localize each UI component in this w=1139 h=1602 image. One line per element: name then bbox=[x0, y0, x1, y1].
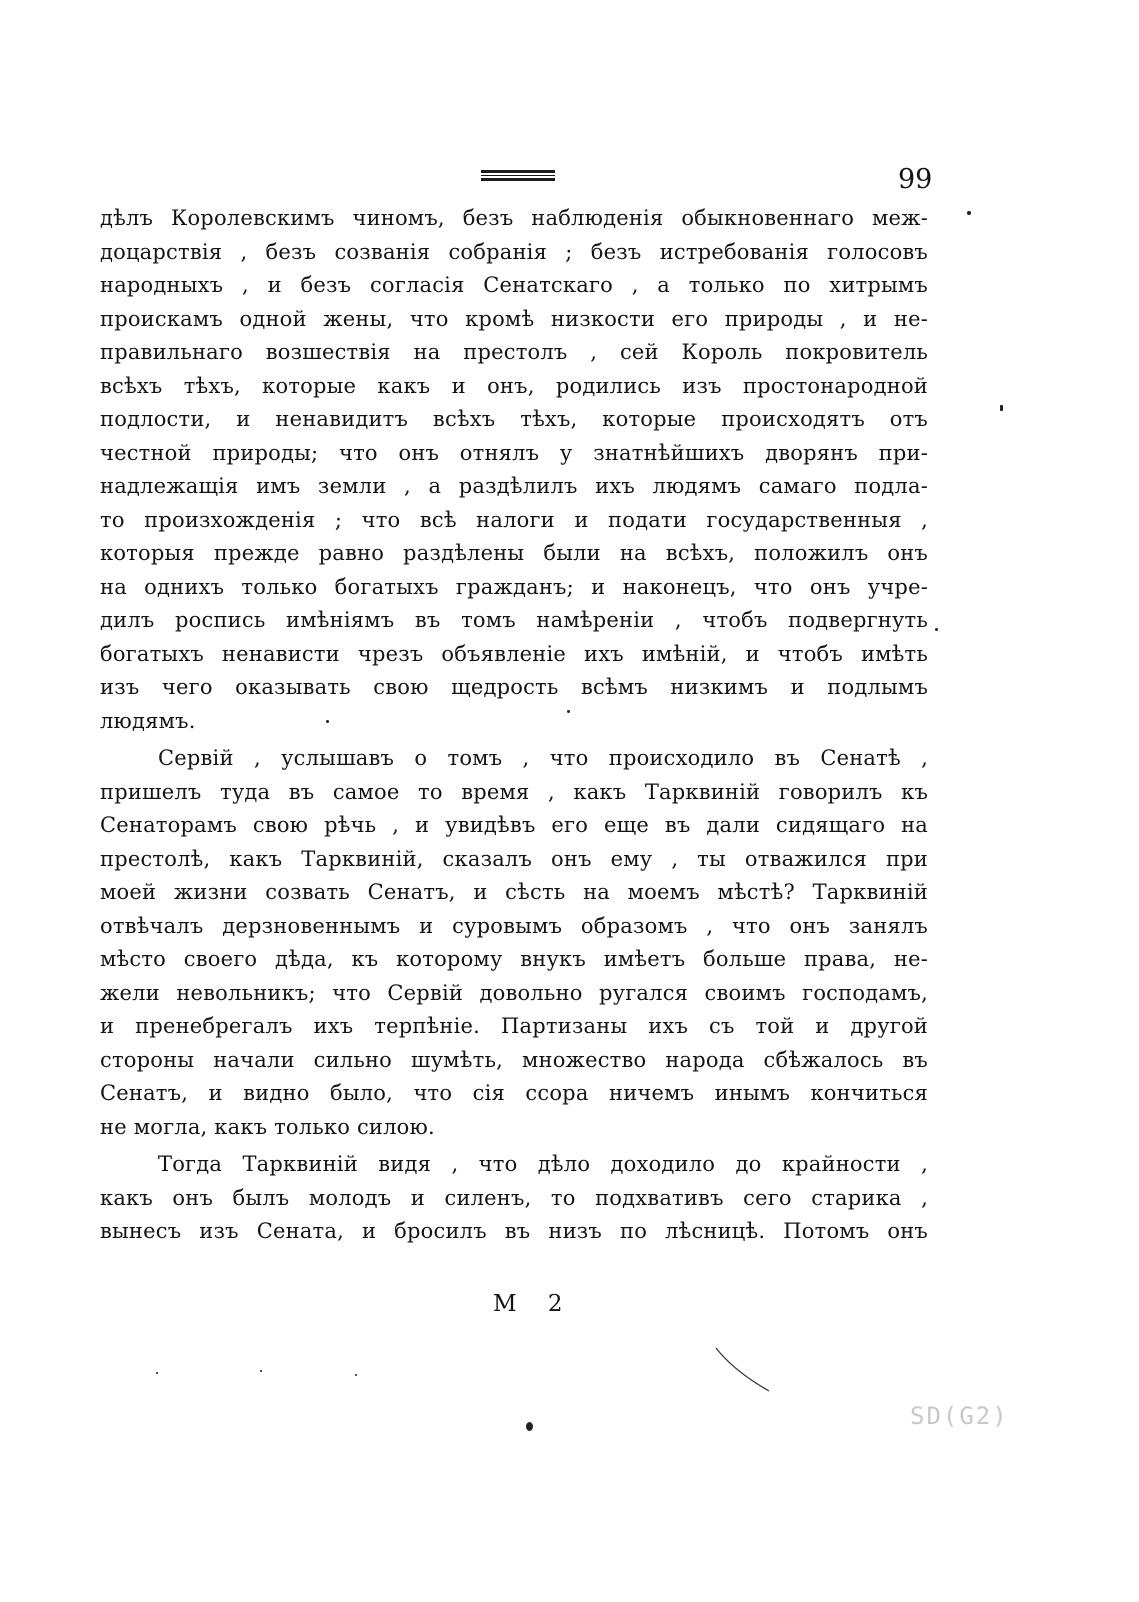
text-line: жели невольникъ; что Сервій довольно ругался своимъ господамъ, bbox=[100, 980, 928, 1005]
scan-speck bbox=[355, 1374, 357, 1376]
text-line: всѣхъ тѣхъ, которые какъ и онъ, родились изъ простонародной bbox=[100, 373, 928, 398]
text-line: народныхъ , и безъ согласія Сенатскаго , а только по хитрымъ bbox=[100, 273, 928, 297]
text-line: и пренебрегалъ ихъ терпѣніе. Партизаны ихъ съ той и другой bbox=[100, 1014, 928, 1038]
paragraph-2 bbox=[100, 742, 928, 1144]
text-line: людямъ. bbox=[100, 708, 196, 733]
scan-speck bbox=[967, 211, 971, 215]
scan-speck bbox=[567, 710, 570, 713]
text-line: дѣлъ Королевскимъ чиномъ, безъ наблюденія обыкновеннаго меж- bbox=[100, 206, 928, 230]
body-text bbox=[100, 202, 928, 1249]
text-line: Сервій , услышавъ о томъ , что происходило въ Сенатѣ , bbox=[158, 746, 928, 770]
text-line: Сенаторамъ свою рѣчь , и увидѣвъ его еще въ дали сидящаго на bbox=[100, 813, 928, 837]
text-line: престолѣ, какъ Тарквиній, сказалъ онъ ему , ты отважился при bbox=[100, 846, 928, 871]
text-line: пришелъ туда въ самое то время , какъ Тарквиній говорилъ къ bbox=[100, 779, 928, 804]
library-stamp: SD(G2) bbox=[910, 1402, 1009, 1430]
text-line: на однихъ только богатыхъ гражданъ; и наконецъ, что онъ учре- bbox=[100, 574, 928, 599]
header-ornament-rule bbox=[481, 170, 555, 182]
text-line: богатыхъ ненависти чрезъ объявленіе ихъ имѣній, и чтобъ имѣть bbox=[100, 641, 928, 666]
text-line: моей жизни созвать Сенатъ, и сѣсть на моемъ мѣстѣ? Тарквиній bbox=[100, 880, 928, 904]
text-line: правильнаго возшествія на престолъ , сей Король покровитель bbox=[100, 340, 928, 364]
text-line: дилъ роспись имѣніямъ въ томъ намѣреніи , чтобъ подвергнуть bbox=[100, 608, 928, 632]
text-line: не могла, какъ только силою. bbox=[100, 1114, 435, 1139]
text-line: Тогда Тарквиній видя , что дѣло доходило до крайности , bbox=[158, 1152, 928, 1176]
scan-speck bbox=[326, 720, 329, 723]
scan-speck bbox=[935, 628, 938, 631]
scan-scratch bbox=[714, 1346, 774, 1396]
text-line: отвѣчалъ дерзновеннымъ и суровымъ образомъ , что онъ занялъ bbox=[100, 913, 928, 938]
text-line: вынесъ изъ Сената, и бросилъ въ низъ по лѣсницѣ. Потомъ онъ bbox=[100, 1219, 928, 1243]
scan-speck bbox=[156, 1372, 158, 1374]
text-line: то произхожденія ; что всѣ налоги и подати государственныя , bbox=[100, 507, 928, 532]
text-line: проискамъ одной жены, что кромѣ низкости его природы , и не- bbox=[100, 306, 928, 331]
text-line: честной природы; что онъ отнялъ у знатнѣйшихъ дворянъ при- bbox=[100, 440, 928, 465]
text-line: доцарствія , безъ созванія собранія ; безъ истребованія голосовъ bbox=[100, 239, 928, 264]
paragraph-3 bbox=[100, 1148, 928, 1249]
text-line: надлежащія имъ земли , а раздѣлилъ ихъ людямъ самаго подла- bbox=[100, 474, 928, 498]
paragraph-1 bbox=[100, 202, 928, 738]
scan-speck bbox=[526, 1422, 533, 1431]
text-line: подлости, и ненавидитъ всѣхъ тѣхъ, которые происходятъ отъ bbox=[100, 407, 928, 431]
text-line: мѣсто своего дѣда, къ которому внукъ имѣетъ больше права, не- bbox=[100, 947, 928, 971]
page-number: 99 bbox=[898, 164, 933, 195]
text-line: изъ чего оказывать свою щедрость всѣмъ низкимъ и подлымъ bbox=[100, 675, 928, 699]
text-line: стороны начали сильно шумѣть, множество народа сбѣжалось въ bbox=[100, 1047, 928, 1072]
scan-speck bbox=[260, 1370, 262, 1372]
text-line: Сенатъ, и видно было, что сія ссора ничемъ инымъ кончиться bbox=[100, 1081, 928, 1105]
text-line: которыя прежде равно раздѣлены были на всѣхъ, положилъ онъ bbox=[100, 541, 928, 565]
signature-mark: M 2 bbox=[493, 1291, 575, 1317]
text-line: какъ онъ былъ молодъ и силенъ, то подхвативъ сего старика , bbox=[100, 1185, 928, 1210]
scan-speck bbox=[1000, 405, 1003, 411]
